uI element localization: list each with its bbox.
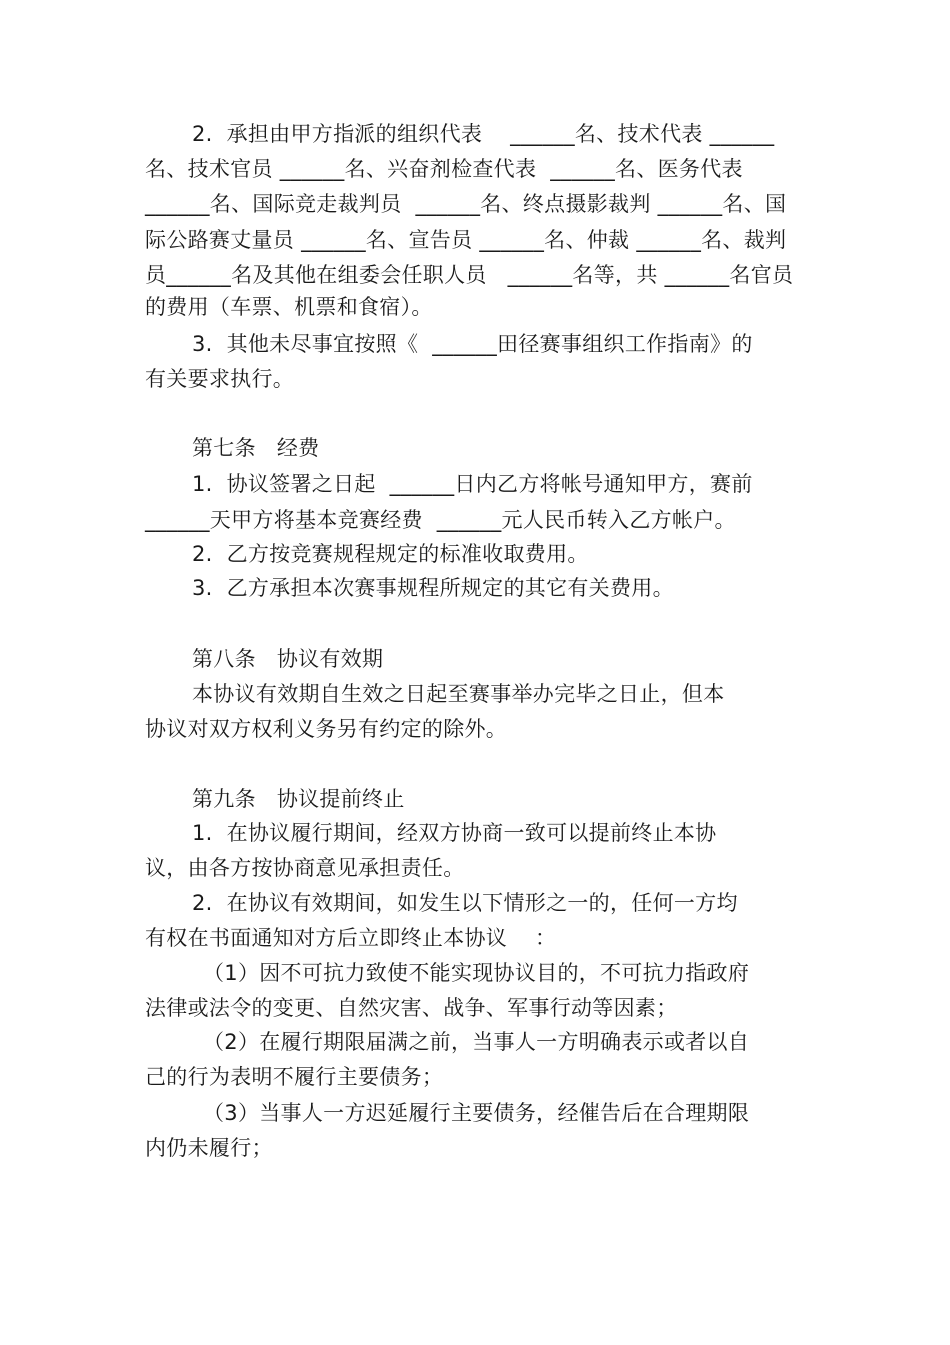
text-line: ______名、国际竞走裁判员 ______名、终点摄影裁判 ______名、国 (145, 192, 787, 216)
section-heading: 第七条 经费 (192, 436, 320, 460)
list-item: （1）因不可抗力致使不能实现协议目的，不可抗力指政府 (203, 961, 750, 985)
section-heading: 第九条 协议提前终止 (192, 787, 405, 811)
text-line: 员______名及其他在组委会任职人员 ______名等，共 ______名官员 (145, 263, 794, 287)
text-line: 的费用（车票、机票和食宿）。 (145, 295, 433, 319)
text-line: 1. 协议签署之日起 ______日内乙方将帐号通知甲方，赛前 (192, 472, 753, 496)
text-line: 己的行为表明不履行主要债务； (145, 1065, 444, 1089)
text-line: 名、技术官员 ______名、兴奋剂检查代表 ______名、医务代表 (145, 157, 743, 181)
text-line: 议，由各方按协商意见承担责任。 (145, 856, 465, 880)
text-line: 际公路赛丈量员 ______名、宣告员 ______名、仲裁 ______名、裁判 (145, 228, 787, 252)
text-line: 内仍未履行； (145, 1136, 273, 1160)
text-line: 有关要求执行。 (145, 367, 295, 391)
list-item: （3）当事人一方迟延履行主要债务，经催告后在合理期限 (203, 1101, 750, 1125)
text-line: 3. 其他未尽事宜按照《 ______田径赛事组织工作指南》的 (192, 332, 753, 356)
text-line: 1. 在协议履行期间，经双方协商一致可以提前终止本协 (192, 821, 717, 845)
section-heading: 第八条 协议有效期 (192, 647, 384, 671)
text-line: 有权在书面通知对方后立即终止本协议 ： (145, 926, 557, 950)
text-line: 3. 乙方承担本次赛事规程所规定的其它有关费用。 (192, 576, 674, 600)
text-line: 法律或法令的变更、自然灾害、战争、军事行动等因素； (145, 996, 678, 1020)
text-line: ______天甲方将基本竞赛经费 ______元人民币转入乙方帐户。 (145, 508, 736, 532)
text-line: 2. 乙方按竞赛规程规定的标准收取费用。 (192, 542, 589, 566)
list-item: （2）在履行期限届满之前，当事人一方明确表示或者以自 (203, 1030, 750, 1054)
text-line: 协议对双方权利义务另有约定的除外。 (145, 717, 508, 741)
text-line: 2. 在协议有效期间，如发生以下情形之一的，任何一方均 (192, 891, 738, 915)
text-line: 本协议有效期自生效之日起至赛事举办完毕之日止，但本 (192, 682, 725, 706)
text-line: 2. 承担由甲方指派的组织代表 ______名、技术代表 ______ (192, 122, 775, 146)
